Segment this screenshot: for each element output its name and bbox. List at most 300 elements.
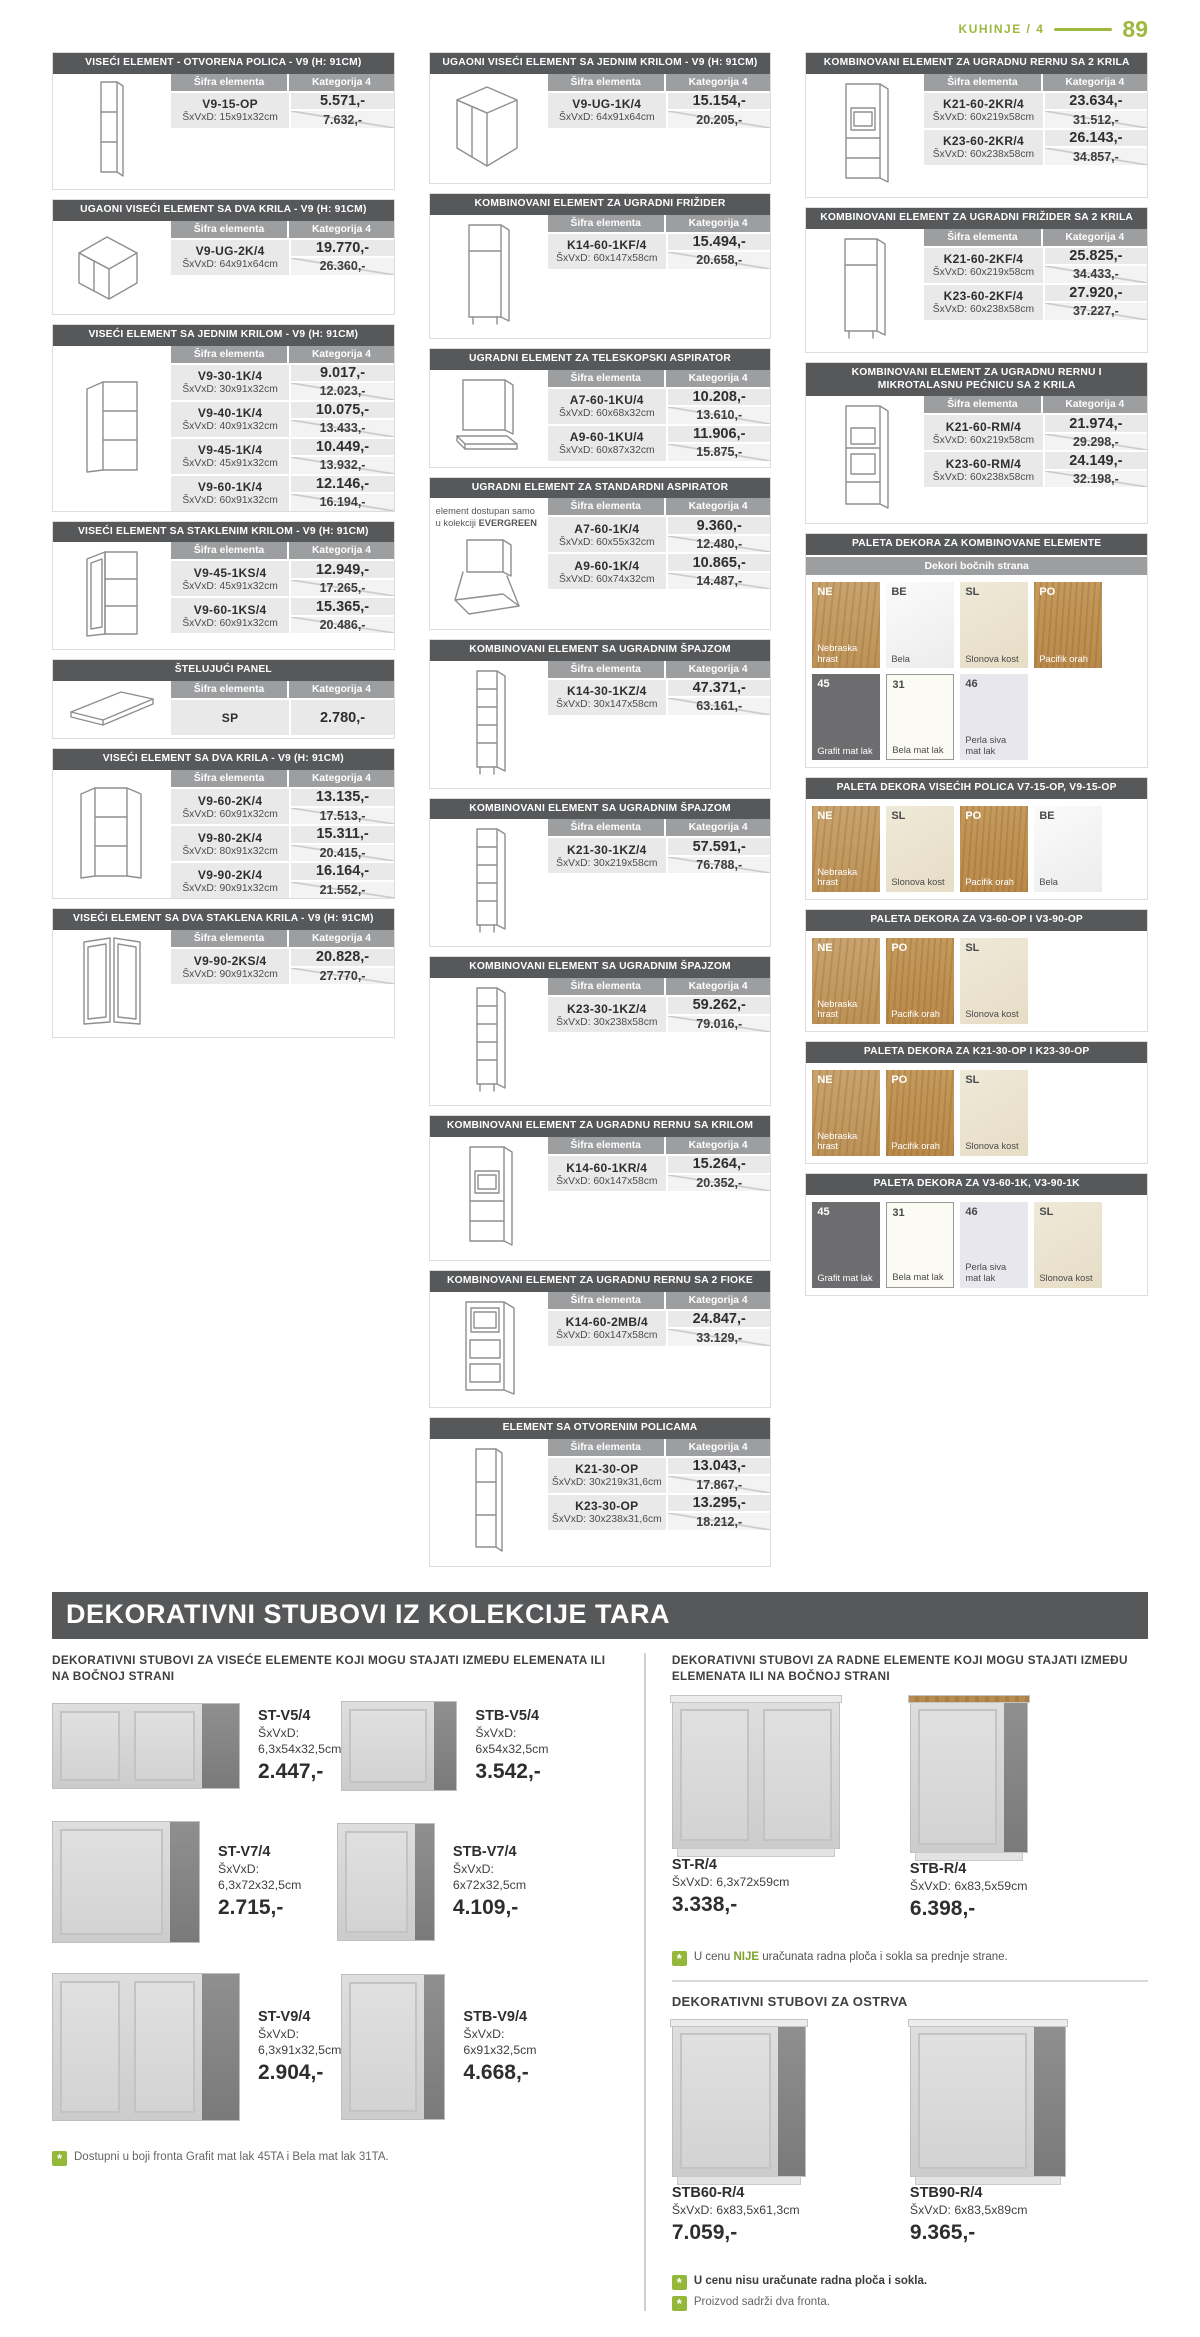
table-body — [53, 74, 394, 189]
cabinet-side-panel — [424, 1975, 444, 2119]
table-header-row — [548, 1292, 771, 1309]
price-primary: 11.906,- — [668, 426, 770, 443]
swatch — [1034, 806, 1102, 892]
swatch — [886, 1070, 954, 1156]
table-title: KOMBINOVANI ELEMENT ZA UGRADNI FRIŽIDER — [430, 194, 771, 215]
table-image-cell — [430, 819, 546, 946]
code-header: Šifra elementa — [171, 930, 289, 947]
table-grid — [546, 74, 771, 183]
table-grid — [546, 215, 771, 338]
tara-item-row — [52, 1701, 622, 1791]
table-image-cell — [430, 661, 546, 788]
code-header: Šifra elementa — [548, 978, 666, 995]
category-header: Kategorija 4 — [312, 223, 371, 235]
product-row — [548, 1456, 771, 1493]
cabinet-door-front — [134, 1711, 194, 1781]
swatch — [886, 938, 954, 1024]
swatch-code: 31 — [892, 1206, 905, 1219]
product-code: K23-60-2KF/4 — [943, 289, 1024, 304]
product-table — [52, 659, 395, 739]
price-secondary: 21.552,- — [291, 880, 393, 899]
price-secondary: 33.129,- — [668, 1327, 770, 1346]
table-grid — [546, 1439, 771, 1566]
swatch — [886, 1202, 954, 1288]
cabinet-photo — [672, 1701, 840, 1849]
tara-item — [52, 1821, 337, 1943]
cabinet-line-drawing — [465, 984, 511, 1099]
product-code-cell — [924, 130, 1045, 165]
swatch — [886, 806, 954, 892]
price-secondary: 14.487,- — [668, 571, 770, 590]
cabinet-line-drawing — [81, 548, 141, 643]
product-code-cell — [924, 452, 1045, 487]
product-row — [171, 596, 394, 633]
swatch-name: Bela mat lak — [892, 744, 944, 755]
palette-table — [805, 1041, 1148, 1164]
product-code: K14-60-2MB/4 — [565, 1315, 648, 1330]
table-title: KOMBINOVANI ELEMENT ZA UGRADNU RERNU SA KRILOM — [430, 1116, 771, 1137]
swatch — [886, 674, 954, 760]
cabinet-door-front — [918, 2033, 1027, 2169]
swatch-code: PO — [891, 942, 908, 955]
product-dims: ŠxVxD: 30x238x31,6cm — [551, 1514, 662, 1526]
table-image-cell — [806, 229, 922, 352]
product-code: K21-60-2KF/4 — [943, 252, 1024, 267]
product-dims: ŠxVxD: 30x147x58cm — [556, 699, 658, 711]
product-code: K23-30-OP — [575, 1499, 639, 1514]
product-table — [52, 199, 395, 315]
item-name: STB-R/4 — [909, 1860, 967, 1877]
table-grid — [169, 930, 394, 1037]
product-code-cell — [171, 240, 292, 275]
table-title: KOMBINOVANI ELEMENT ZA UGRADNU RERNU I MIKROTALASNU PEĆNICU SA 2 KRILA — [806, 363, 1147, 397]
cabinet-side-panel — [170, 1822, 199, 1942]
category-header: Kategorija 4 — [688, 501, 748, 513]
swatch-code: SL — [965, 1073, 980, 1086]
cabinet-side-panel — [415, 1824, 434, 1940]
product-row — [548, 995, 771, 1032]
price-primary: 9.017,- — [291, 365, 393, 382]
item-price: 3.542,- — [475, 1759, 541, 1783]
price-secondary: 20.352,- — [668, 1173, 770, 1192]
price-cell — [291, 700, 393, 735]
product-dims: ŠxVxD: 60x55x32cm — [558, 536, 655, 548]
tara-subheading: DEKORATIVNI STUBOVI ZA OSTRVA — [671, 1993, 908, 2009]
swatch — [960, 1070, 1028, 1156]
product-code: V9-60-1K/4 — [197, 480, 263, 495]
product-code-cell — [548, 680, 669, 715]
swatch-code: SL — [1039, 1205, 1054, 1218]
table-body — [53, 681, 394, 738]
code-header: Šifra elementa — [548, 1439, 666, 1456]
swatch-code: SL — [965, 586, 980, 599]
tara-item-caption — [258, 2009, 341, 2085]
swatch — [960, 1202, 1028, 1288]
product-code: K21-60-2KR/4 — [942, 97, 1024, 112]
product-dims: ŠxVxD: 60x147x58cm — [556, 1330, 658, 1342]
category-header: Kategorija 4 — [1065, 231, 1125, 243]
cabinet-door-front — [60, 1829, 163, 1935]
cabinet-photo — [52, 1973, 240, 2121]
price-cell — [668, 1156, 770, 1191]
code-header: Šifra elementa — [924, 396, 1042, 413]
table-header-row — [171, 542, 394, 559]
cabinet-countertop — [670, 2019, 808, 2027]
product-table — [52, 908, 395, 1038]
swatch — [812, 806, 880, 892]
table-title: KOMBINOVANI ELEMENT ZA UGRADNI FRIŽIDER SA 2 KRILA — [806, 208, 1147, 229]
product-dims: ŠxVxD: 60x147x58cm — [556, 253, 658, 265]
price-primary: 15.154,- — [668, 93, 770, 110]
swatch-row — [806, 799, 1147, 899]
price-secondary: 13.433,- — [291, 418, 393, 437]
product-code: K21-60-RM/4 — [945, 419, 1022, 434]
table-header-row — [924, 396, 1147, 413]
cabinet-line-drawing — [837, 235, 891, 346]
swatch — [1034, 1202, 1102, 1288]
table-body — [430, 1439, 771, 1566]
cabinet-countertop — [908, 2019, 1068, 2027]
tara-item-row — [672, 2025, 1148, 2245]
item-dims: 6,3x72x32,5cm — [218, 1877, 302, 1892]
footnote — [672, 2275, 1148, 2290]
price-cell — [668, 1311, 770, 1346]
price-primary: 9.360,- — [668, 517, 770, 534]
cabinet-side-panel — [778, 2026, 804, 2176]
price-cell — [668, 389, 770, 424]
category-header: Kategorija 4 — [688, 76, 748, 88]
table-image-cell — [53, 542, 169, 649]
price-primary: 2.780,- — [291, 700, 393, 735]
product-table — [429, 956, 772, 1106]
swatch-name: Slonova kost — [965, 653, 1019, 664]
table-image-cell — [430, 1137, 546, 1260]
cabinet-side-panel — [202, 1704, 239, 1788]
swatch-code: 31 — [892, 679, 905, 692]
price-secondary: 34.433,- — [1045, 264, 1147, 283]
table-header-row — [171, 74, 394, 91]
price-cell — [668, 517, 770, 552]
table-body — [53, 542, 394, 649]
product-dims: ŠxVxD: 90x91x32cm — [182, 968, 278, 980]
tara-divider — [672, 1980, 1148, 1982]
price-cell — [668, 1495, 770, 1530]
product-table — [429, 798, 772, 948]
swatch-name: Perla siva mat lak — [965, 1262, 1007, 1284]
category-header: Kategorija 4 — [312, 773, 371, 785]
product-table — [52, 324, 395, 512]
swatch-name: Slonova kost — [891, 877, 945, 888]
cabinet-door-front — [680, 1709, 749, 1841]
product-dims: ŠxVxD: 64x91x64cm — [558, 112, 655, 124]
cabinet-line-drawing — [456, 1298, 520, 1401]
product-row — [548, 552, 771, 589]
table-grid — [546, 498, 771, 628]
code-header: Šifra elementa — [171, 542, 289, 559]
price-secondary: 27.770,- — [291, 966, 393, 985]
item-price: 2.904,- — [258, 2060, 324, 2084]
product-row — [924, 246, 1147, 283]
table-grid — [922, 396, 1147, 523]
product-code: V9-90-2K/4 — [197, 867, 263, 882]
table-image-cell — [430, 1292, 546, 1407]
price-secondary: 18.212,- — [668, 1511, 770, 1530]
product-code-cell — [548, 1495, 669, 1530]
table-body — [53, 770, 394, 898]
product-row — [548, 836, 771, 873]
cabinet-line-drawing — [449, 536, 527, 623]
product-code-cell — [924, 248, 1045, 283]
product-code: K23-60-RM/4 — [945, 456, 1022, 471]
cabinet-line-drawing — [465, 825, 511, 940]
tara-item-caption — [475, 1708, 548, 1784]
swatch-name: Pacifik orah — [891, 1141, 940, 1152]
item-name: ST-V5/4 — [258, 1707, 311, 1724]
table-title: VISEĆI ELEMENT SA DVA KRILA - V9 (H: 91CM) — [53, 749, 394, 770]
price-primary: 59.262,- — [668, 997, 770, 1014]
table-image-cell — [430, 1439, 546, 1566]
product-row — [548, 678, 771, 715]
code-header: Šifra elementa — [548, 1292, 666, 1309]
product-code: A7-60-1K/4 — [574, 521, 640, 536]
price-secondary: 12.480,- — [668, 534, 770, 553]
category-header: Kategorija 4 — [688, 217, 748, 229]
table-body — [430, 498, 771, 628]
product-code: V9-30-1K/4 — [197, 369, 263, 384]
cabinet-side-panel — [434, 1702, 457, 1790]
product-code-cell — [171, 863, 292, 898]
product-row — [548, 91, 771, 128]
catalog-columns — [52, 52, 1148, 1576]
product-dims: ŠxVxD: 60x238x58cm — [932, 471, 1035, 483]
footnote-asterisk-icon: * — [672, 2275, 687, 2290]
product-dims: ŠxVxD: 60x87x32cm — [558, 445, 655, 457]
tara-item-caption — [672, 2185, 800, 2245]
cabinet-line-drawing — [461, 221, 515, 332]
tara-left-footnote — [52, 2151, 622, 2166]
tara-section — [52, 1653, 1148, 2311]
catalog-column-1 — [52, 52, 395, 1047]
product-dims: ŠxVxD: 30x219x58cm — [556, 857, 658, 869]
swatch-code: NE — [817, 586, 833, 599]
tara-item-caption — [258, 1708, 341, 1784]
price-primary: 15.494,- — [668, 234, 770, 251]
price-cell — [291, 439, 393, 474]
table-grid — [546, 819, 771, 946]
item-dims-label: ŠxVxD: — [258, 1725, 299, 1740]
table-grid — [922, 229, 1147, 352]
table-grid — [546, 1137, 771, 1260]
table-header-row — [548, 498, 771, 515]
category-header: Kategorija 4 — [312, 933, 371, 945]
cabinet-door-front — [60, 1711, 120, 1781]
cabinet-plinth — [915, 1852, 1023, 1861]
code-header: Šifra elementa — [924, 229, 1042, 246]
swatch-code: NE — [817, 1073, 833, 1086]
product-dims: ŠxVxD: 30x238x58cm — [556, 1016, 658, 1028]
price-secondary: 13.610,- — [668, 405, 770, 424]
code-header: Šifra elementa — [171, 681, 289, 698]
item-dims-label: ŠxVxD: — [463, 2026, 505, 2041]
price-cell — [291, 598, 393, 633]
price-secondary: 20.658,- — [668, 250, 770, 269]
cabinet-door-front — [60, 1981, 120, 2113]
item-name: STB-V9/4 — [463, 2008, 528, 2025]
cabinet-line-drawing — [458, 1143, 518, 1254]
price-secondary: 17.513,- — [291, 806, 393, 825]
product-dims: ŠxVxD: 60x91x32cm — [182, 808, 278, 820]
price-cell — [1045, 452, 1147, 487]
table-title: KOMBINOVANI ELEMENT SA UGRADNIM ŠPAJZOM — [430, 957, 771, 978]
table-image-cell — [430, 498, 546, 628]
table-grid — [922, 74, 1147, 197]
palette-subtitle: Dekori bočnih strana — [806, 555, 1147, 575]
product-table — [429, 1115, 772, 1261]
tara-item-row — [52, 1821, 622, 1943]
price-primary: 16.164,- — [291, 863, 393, 880]
product-dims: ŠxVxD: 60x147x58cm — [556, 1175, 658, 1187]
cabinet-side-panel — [202, 1974, 239, 2120]
price-primary: 20.828,- — [291, 949, 393, 966]
cabinet-photo — [910, 2025, 1066, 2177]
swatch — [812, 1202, 880, 1288]
item-price: 2.447,- — [258, 1759, 324, 1783]
product-code: K14-30-1KZ/4 — [566, 684, 647, 699]
palette-title: PALETA DEKORA ZA K21-30-OP I K23-30-OP — [806, 1042, 1147, 1063]
price-cell — [1045, 415, 1147, 450]
product-row — [548, 1154, 771, 1191]
price-primary: 57.591,- — [668, 838, 770, 855]
product-code-cell — [171, 439, 292, 474]
table-header-row — [171, 930, 394, 947]
product-dims: ŠxVxD: 60x219x58cm — [932, 112, 1035, 124]
price-primary: 26.143,- — [1045, 130, 1147, 147]
price-cell — [291, 789, 393, 824]
swatch-code: BE — [891, 586, 907, 599]
code-header: Šifra elementa — [548, 819, 666, 836]
product-code-cell — [548, 838, 669, 873]
price-primary: 27.920,- — [1045, 285, 1147, 302]
item-price: 4.668,- — [463, 2060, 529, 2084]
price-secondary: 63.161,- — [668, 696, 770, 715]
price-cell — [291, 949, 393, 984]
table-body — [806, 229, 1147, 352]
category-header: Kategorija 4 — [688, 1441, 748, 1453]
product-dims: ŠxVxD: 30x91x32cm — [182, 384, 278, 396]
table-image-cell — [806, 74, 922, 197]
product-table — [805, 207, 1148, 353]
footnote-text: U cenu NIJE uračunata radna ploča i sokla sa prednje strane. — [693, 1950, 1008, 1963]
table-image-cell — [53, 681, 169, 738]
swatch-row — [806, 931, 1147, 1031]
table-body — [430, 819, 771, 946]
tara-item-caption — [672, 1857, 790, 1917]
swatch-name: Bela — [1039, 877, 1058, 888]
product-code-cell — [548, 1311, 669, 1346]
swatch-code: 46 — [965, 1205, 978, 1218]
item-name: STB-V5/4 — [475, 1707, 540, 1724]
price-cell — [668, 554, 770, 589]
product-code: V9-60-2K/4 — [197, 793, 263, 808]
product-code-cell — [171, 598, 292, 633]
table-header-row — [548, 1439, 771, 1456]
product-table — [805, 362, 1148, 525]
cabinet-line-drawing — [465, 667, 511, 782]
table-body — [430, 370, 771, 467]
price-cell — [668, 1458, 770, 1493]
item-price: 4.109,- — [452, 1895, 519, 1919]
swatch-code: PO — [891, 1073, 908, 1086]
product-row — [171, 947, 394, 984]
product-row — [548, 1309, 771, 1346]
product-row — [171, 559, 394, 596]
cabinet-line-drawing — [81, 378, 141, 479]
tara-item — [337, 1821, 622, 1943]
cabinet-plinth — [915, 2176, 1061, 2185]
product-code: V9-80-2K/4 — [197, 830, 263, 845]
table-grid — [169, 74, 394, 189]
product-code: K14-60-1KR/4 — [566, 1160, 648, 1175]
cabinet-door-front — [763, 1709, 832, 1841]
product-code-cell — [548, 389, 669, 424]
table-body — [430, 215, 771, 338]
product-table — [429, 477, 772, 630]
tara-item-caption — [910, 1861, 1028, 1921]
product-row — [171, 861, 394, 898]
item-name: ST-V7/4 — [218, 1843, 271, 1860]
table-image-cell — [53, 770, 169, 898]
swatch-code: NE — [817, 810, 833, 823]
table-header-row — [171, 681, 394, 698]
price-cell — [668, 93, 770, 128]
section-label: KUHINJE / 4 — [958, 22, 1045, 36]
cabinet-photo — [52, 1703, 240, 1789]
item-name: STB-V7/4 — [452, 1843, 517, 1860]
product-row — [548, 424, 771, 461]
swatch — [960, 582, 1028, 668]
tara-right-items — [672, 1701, 1148, 1921]
product-code-cell — [171, 789, 292, 824]
price-primary: 10.865,- — [668, 554, 770, 571]
product-row — [548, 1493, 771, 1530]
code-header: Šifra elementa — [548, 661, 666, 678]
swatch — [960, 806, 1028, 892]
product-row — [924, 283, 1147, 320]
swatch-row — [806, 1063, 1147, 1163]
item-dims: ŠxVxD: 6x83,5x59cm — [909, 1878, 1028, 1893]
swatch-name: Nebraska hrast — [817, 998, 858, 1020]
tara-item-row — [672, 1701, 1148, 1921]
table-image-cell — [430, 370, 546, 467]
footnote-asterisk-icon: * — [52, 2151, 67, 2166]
cabinet-line-drawing — [468, 1445, 508, 1560]
product-dims: ŠxVxD: 60x219x58cm — [932, 267, 1035, 279]
product-row — [171, 474, 394, 511]
price-cell — [291, 561, 393, 596]
tara-item-caption — [910, 2185, 1028, 2245]
swatch-row — [806, 1195, 1147, 1295]
product-dims: ŠxVxD: 60x74x32cm — [558, 573, 655, 585]
product-table — [52, 748, 395, 899]
table-image-cell — [53, 930, 169, 1037]
item-price: 3.338,- — [671, 1892, 738, 1916]
category-header: Kategorija 4 — [688, 822, 748, 834]
price-primary: 13.043,- — [668, 1458, 770, 1475]
table-body — [430, 978, 771, 1105]
product-code: A9-60-1K/4 — [574, 558, 640, 573]
cabinet-countertop — [670, 1695, 842, 1703]
product-code: SP — [221, 710, 239, 725]
